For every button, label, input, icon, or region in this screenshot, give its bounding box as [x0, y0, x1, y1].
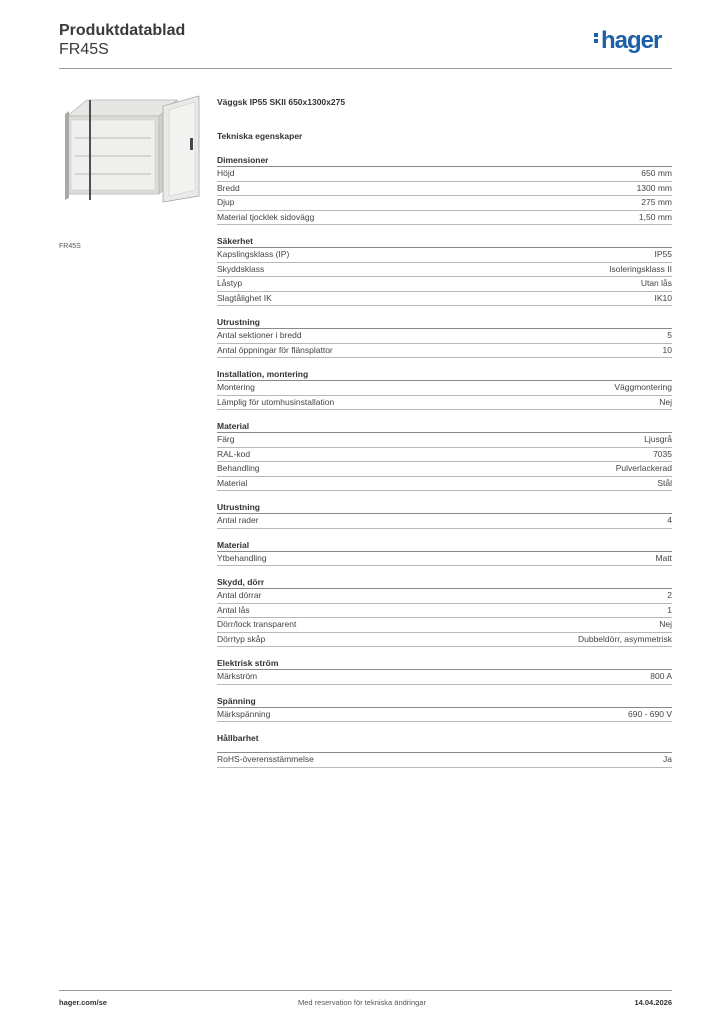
spec-row [217, 248, 672, 263]
section-title: Skydd, dörr [217, 576, 672, 589]
spec-label: Färg [217, 434, 235, 444]
spec-row [217, 477, 672, 492]
spec-label: Dörrtyp skåp [217, 633, 266, 644]
spec-value: 1 [667, 604, 672, 615]
spec-row [217, 462, 672, 477]
spec-value: Ljusgrå [644, 434, 672, 444]
spec-section [217, 657, 672, 685]
spec-label: Antal rader [217, 515, 259, 525]
spec-label: Dörr/lock transparent [217, 619, 297, 629]
spec-panel [217, 97, 672, 778]
section-title: Dimensioner [217, 154, 672, 167]
spec-row [217, 211, 672, 226]
spec-row [217, 433, 672, 448]
spec-section [217, 501, 672, 529]
spec-section [217, 154, 672, 225]
spec-value: Nej [659, 619, 672, 629]
spec-section [217, 368, 672, 410]
spec-value: Väggmontering [614, 382, 672, 392]
spec-row [217, 670, 672, 685]
spec-label: Material tjocklek sidovägg [217, 211, 315, 222]
spec-value: Ja [663, 754, 672, 764]
spec-value: 7035 [653, 448, 672, 459]
spec-label: Antal dörrar [217, 590, 262, 600]
header-divider [59, 68, 672, 69]
section-title: Installation, montering [217, 368, 672, 381]
spec-value: Dubbeldörr, asymmetrisk [577, 633, 672, 644]
logo-wordmark: hager [601, 27, 662, 54]
product-image [59, 94, 207, 236]
spec-label: Låstyp [217, 278, 243, 288]
spec-label: Antal öppningar för flänsplattor [217, 344, 333, 355]
spec-row [217, 589, 672, 604]
spec-value: Stål [657, 477, 672, 488]
spec-label: Behandling [217, 463, 260, 473]
section-title: Spänning [217, 695, 672, 708]
spec-value: IP55 [654, 249, 672, 259]
spec-section [217, 732, 672, 768]
spec-label: Montering [217, 382, 255, 392]
document-title: Produktdatablad [59, 22, 186, 39]
spec-row [217, 292, 672, 307]
spec-value: 1300 mm [636, 182, 672, 193]
spec-section [217, 316, 672, 358]
spec-value: 4 [667, 515, 672, 525]
spec-value: Matt [655, 552, 672, 563]
spec-row [217, 182, 672, 197]
spec-row [217, 708, 672, 723]
product-name: Väggsk IP55 SKII 650x1300x275 [217, 97, 346, 107]
spec-row [217, 753, 672, 768]
footer-disclaimer: Med reservation för tekniska ändringar [298, 998, 426, 1007]
spec-value: 690 - 690 V [628, 708, 672, 719]
document-header [59, 22, 185, 59]
spec-label: Lämplig för utomhusinstallation [217, 396, 335, 407]
spec-row [217, 381, 672, 396]
spec-label: Bredd [217, 182, 240, 193]
spec-row [217, 277, 672, 292]
spec-label: Material [217, 477, 248, 488]
spec-row [217, 167, 672, 182]
section-title: Hållbarhet [217, 732, 672, 753]
product-code: FR45S [59, 41, 109, 58]
spec-label: Antal lås [217, 604, 250, 615]
spec-heading: Tekniska egenskaper [217, 131, 303, 141]
spec-section [217, 235, 672, 306]
spec-value: 275 mm [641, 197, 672, 207]
spec-value: Pulverlackerad [615, 463, 672, 473]
spec-label: Höjd [217, 168, 235, 178]
spec-section [217, 695, 672, 723]
spec-row [217, 448, 672, 463]
spec-label: Kapslingsklass (IP) [217, 249, 290, 259]
spec-sections [217, 154, 672, 768]
spec-row [217, 552, 672, 567]
spec-row [217, 344, 672, 359]
spec-value: 5 [667, 330, 672, 340]
footer-website: hager.com/se [59, 998, 107, 1007]
spec-row [217, 263, 672, 278]
spec-row [217, 329, 672, 344]
image-caption: FR45S [59, 243, 81, 250]
spec-label: RAL-kod [217, 448, 251, 459]
spec-value: 800 A [650, 671, 672, 681]
spec-value: 1,50 mm [638, 211, 672, 222]
spec-row [217, 396, 672, 411]
spec-row [217, 633, 672, 648]
spec-label: Djup [217, 197, 235, 207]
section-title: Utrustning [217, 316, 672, 329]
spec-row [217, 604, 672, 619]
footer-divider [59, 990, 672, 991]
spec-value: Isoleringsklass II [609, 263, 672, 274]
section-title: Utrustning [217, 501, 672, 514]
spec-label: Skyddsklass [217, 263, 265, 274]
spec-label: Märkström [217, 671, 258, 681]
spec-value: Utan lås [640, 278, 672, 288]
spec-row [217, 618, 672, 633]
spec-label: RoHS-överensstämmelse [217, 754, 314, 764]
hager-logo [594, 28, 661, 54]
spec-label: Antal sektioner i bredd [217, 330, 302, 340]
spec-value: Nej [659, 396, 672, 407]
spec-value: 650 mm [641, 168, 672, 178]
spec-section [217, 539, 672, 567]
section-title: Material [217, 420, 672, 433]
spec-section [217, 576, 672, 647]
section-title: Material [217, 539, 672, 552]
spec-label: Märkspänning [217, 708, 271, 719]
logo-dots-icon [594, 31, 599, 45]
spec-value: IK10 [654, 292, 672, 303]
spec-value: 2 [667, 590, 672, 600]
spec-section [217, 420, 672, 491]
spec-row [217, 514, 672, 529]
spec-label: Ytbehandling [217, 552, 267, 563]
footer-date: 14.04.2026 [634, 998, 672, 1007]
spec-label: Slagtålighet IK [217, 292, 272, 303]
spec-row [217, 196, 672, 211]
section-title: Elektrisk ström [217, 657, 672, 670]
spec-value: 10 [662, 344, 672, 355]
section-title: Säkerhet [217, 235, 672, 248]
